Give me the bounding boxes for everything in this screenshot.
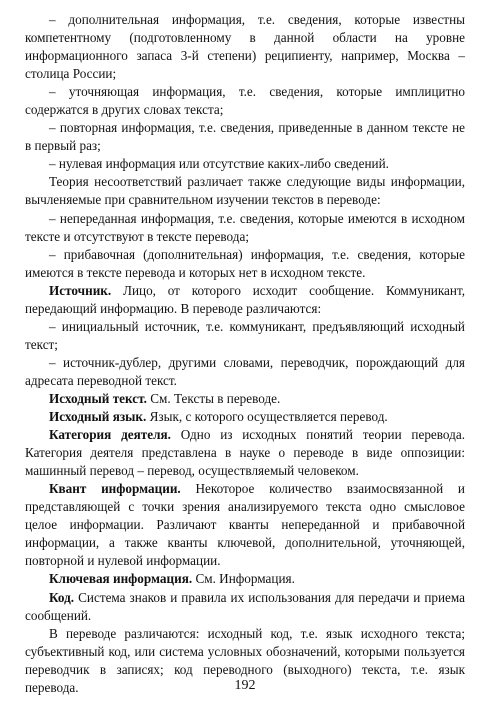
entry-term: Исходный язык. [49, 409, 147, 425]
entry-term: Квант информации. [49, 481, 181, 497]
paragraph-initial-source [25, 318, 465, 354]
entry-term: Исходный текст. [49, 390, 147, 406]
entry-definition: См. Информация. [195, 571, 295, 587]
paragraph-theory-of-mismatches [25, 173, 465, 209]
paragraph-text: – нулевая информация или отсутствие каких-либо сведений. [49, 156, 389, 172]
entry-definition: Одно из исходных понятий теории перевода. Категория деятеля представлена в науке о переводе в виде оппозиции: машинный перевод – перевод, осуществляемый человеком. [25, 427, 465, 479]
paragraph-text: – дополнительная информация, т.е. сведения, которые известны компетентному (подготовленному в данной области на уровне информационного запаса 3-й степени) реципиенту, например, Москва – столица России; [25, 12, 465, 82]
page-number: 192 [234, 678, 256, 693]
paragraph-untransmitted-info [25, 210, 465, 246]
entry-source-text [25, 390, 465, 408]
paragraph-text: – прибавочная (дополнительная) информация, т.е. сведения, которые имеются в тексте перевода и которых нет в исходном тексте. [25, 246, 465, 280]
entry-source [25, 282, 465, 318]
paragraph-text: – источник-дублер, другими словами, переводчик, порождающий для адресата переводной текст. [25, 354, 465, 388]
paragraph-text: – инициальный источник, т.е. коммуникант, предъявляющий исходный текст; [25, 318, 465, 352]
entry-definition: Лицо, от которого исходит сообщение. Коммуникант, передающий информацию. В переводе различаются: [25, 282, 466, 316]
entry-definition: Система знаков и правила их использования для передачи и приема сообщений. [25, 589, 466, 623]
entry-term: Источник. [49, 282, 112, 298]
entry-definition: См. Тексты в переводе. [150, 390, 281, 406]
entry-definition: Некоторое количество взаимосвязанной и представляющей с точки зрения анализируемого текста одно смысловое целое информации. Различают кванты непереданной и прибавочной информации, а также кванты ключевой, дополнительной, уточняющей, повторной и нулевой информации. [25, 481, 465, 569]
paragraph-zero-info [25, 155, 465, 173]
paragraph-source-double [25, 354, 465, 390]
entry-code [25, 589, 465, 625]
paragraph-text: – непереданная информация, т.е. сведения, которые имеются в исходном тексте и отсутствуют в тексте перевода; [25, 210, 465, 244]
entry-information-quantum [25, 480, 465, 570]
page-text [25, 11, 465, 697]
entry-key-information [25, 570, 465, 588]
entry-term: Код. [49, 589, 75, 605]
paragraph-text: – повторная информация, т.е. сведения, приведенные в данном тексте не в первый раз; [25, 120, 465, 154]
entry-term: Категория деятеля. [49, 427, 171, 443]
paragraph-text: – уточняющая информация, т.е. сведения, которые имплицитно содержатся в других словах текста; [25, 84, 465, 118]
paragraph-text: Теория несоответствий различает также следующие виды информации, вычленяемые при сравнительном изучении текстов в переводе: [25, 174, 465, 208]
paragraph-clarifying-info [25, 83, 465, 119]
entry-source-language [25, 408, 465, 426]
entry-term: Ключевая информация. [49, 571, 193, 587]
entry-agent-category [25, 426, 465, 480]
paragraph-additional-info [25, 11, 465, 83]
paragraph-repeated-info [25, 119, 465, 155]
paragraph-surplus-info [25, 246, 465, 282]
entry-definition: Язык, с которого осуществляется перевод. [149, 409, 388, 425]
paragraph-text: В переводе различаются: исходный код, т.е. язык исходного текста; субъективный код, или система условных обозначений, которыми пользуется переводчик в записях; код переводного (выходного) текста, т.е. язык перевода. [25, 625, 465, 695]
